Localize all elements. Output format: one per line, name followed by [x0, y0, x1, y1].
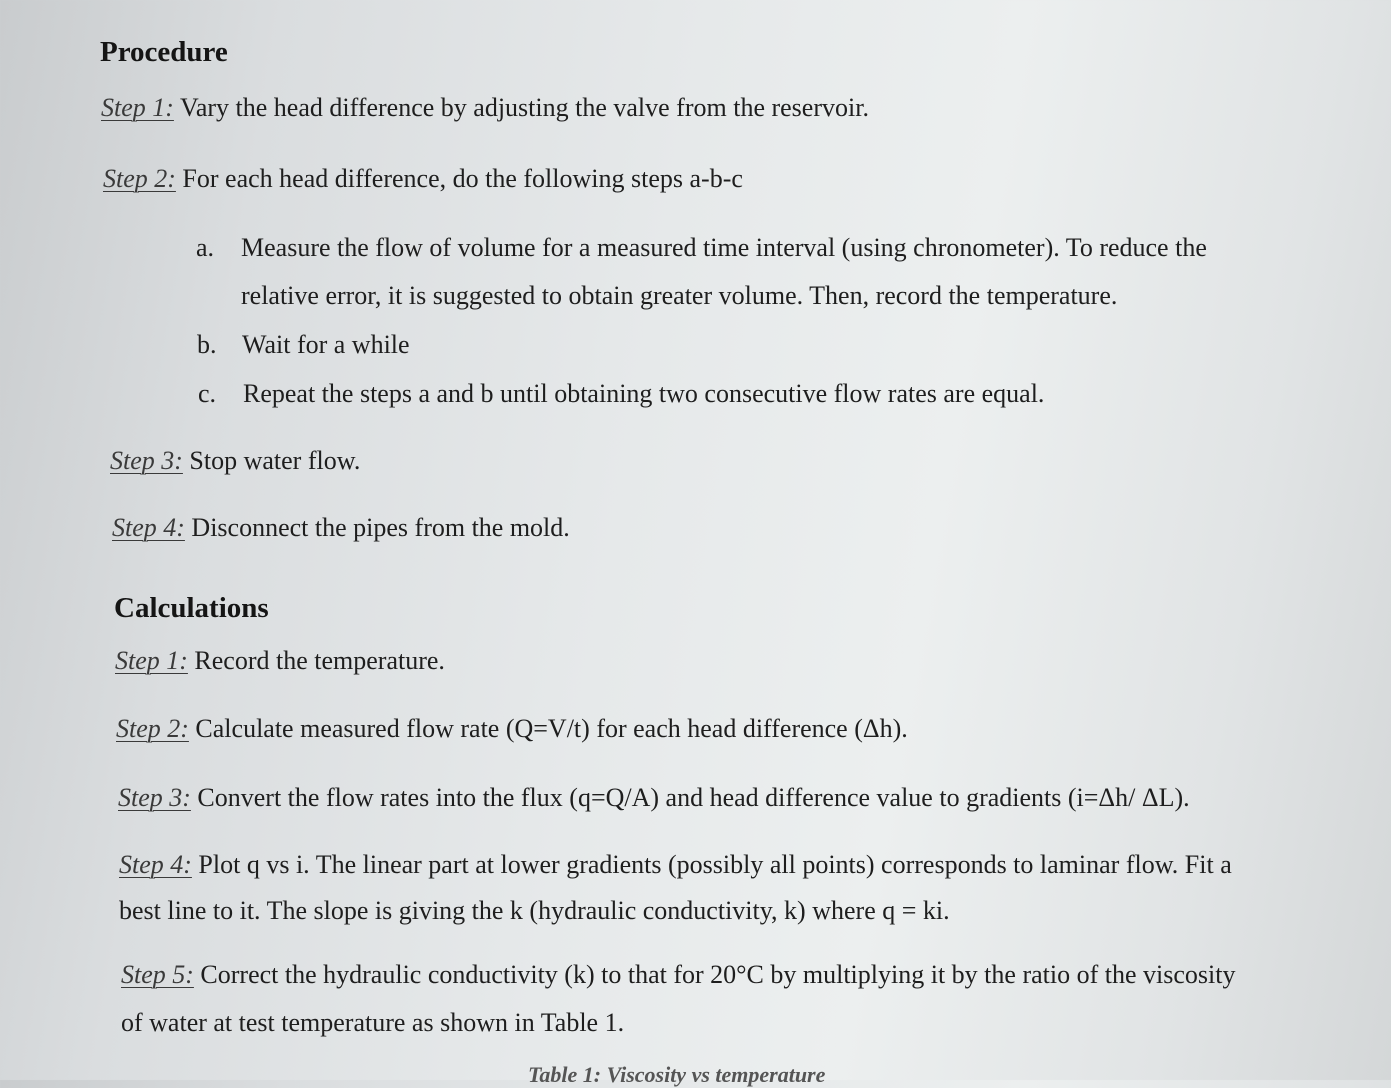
procedure-step-2 — [103, 156, 743, 202]
calculations-step-3 — [118, 775, 1190, 821]
substep-text: Repeat the steps a and b until obtaining two consecutive flow rates are equal. — [243, 379, 1045, 408]
calculations-step-5 — [121, 951, 1261, 1047]
step-label: Step 1: — [101, 93, 174, 122]
step-text: For each head difference, do the following steps a-b-c — [175, 164, 743, 193]
step-label: Step 4: — [119, 850, 192, 879]
step-text: Calculate measured flow rate (Q=V/t) for each head difference (Δh). — [188, 714, 908, 743]
step-label: Step 5: — [121, 960, 194, 989]
step-label: Step 3: — [110, 446, 183, 475]
table-caption: Table 1: Viscosity vs temperature — [528, 1062, 826, 1087]
step-text: Convert the flow rates into the flux (q=Q/A) and head difference value to gradients (i=Δh/ ΔL). — [190, 783, 1190, 812]
step-text: Plot q vs i. The linear part at lower gradients (possibly all points) corresponds to laminar flow. Fit a best line to it. The slope is giving the k (hydraulic conductivity, k) where q = ki. — [119, 850, 1232, 925]
step-label: Step 1: — [115, 646, 188, 675]
step-label: Step 2: — [116, 714, 189, 743]
step-label: Step 4: — [112, 513, 185, 542]
substep-text: Wait for a while — [242, 330, 410, 359]
step-label: Step 2: — [103, 164, 176, 193]
step-text: Record the temperature. — [187, 646, 445, 675]
procedure-step-4 — [112, 505, 570, 551]
substep-text: Measure the flow of volume for a measured time interval (using chronometer). To reduce the relative error, it is suggested to obtain greater volume. Then, record the temperature. — [241, 233, 1207, 310]
calculations-step-1 — [115, 638, 445, 684]
procedure-heading: Procedure — [100, 36, 228, 68]
step-text: Stop water flow. — [182, 446, 361, 475]
step-text: Disconnect the pipes from the mold. — [184, 513, 570, 542]
substep-b — [197, 321, 1287, 369]
calculations-step-4 — [119, 842, 1259, 934]
calculations-heading: Calculations — [114, 592, 269, 624]
substep-marker: a. — [196, 233, 215, 262]
substep-a — [196, 224, 1286, 320]
calculations-step-2 — [116, 706, 908, 752]
procedure-step-3 — [110, 438, 360, 484]
substep-marker: b. — [197, 330, 217, 359]
step-text: Vary the head difference by adjusting the valve from the reservoir. — [173, 93, 869, 122]
substep-c — [198, 370, 1288, 418]
step-text: Correct the hydraulic conductivity (k) to that for 20°C by multiplying it by the ratio of the viscosity of water at test temperature as shown in Table 1. — [121, 960, 1236, 1037]
procedure-step-1 — [101, 85, 869, 131]
substep-marker: c. — [198, 379, 217, 408]
step-label: Step 3: — [118, 783, 191, 812]
